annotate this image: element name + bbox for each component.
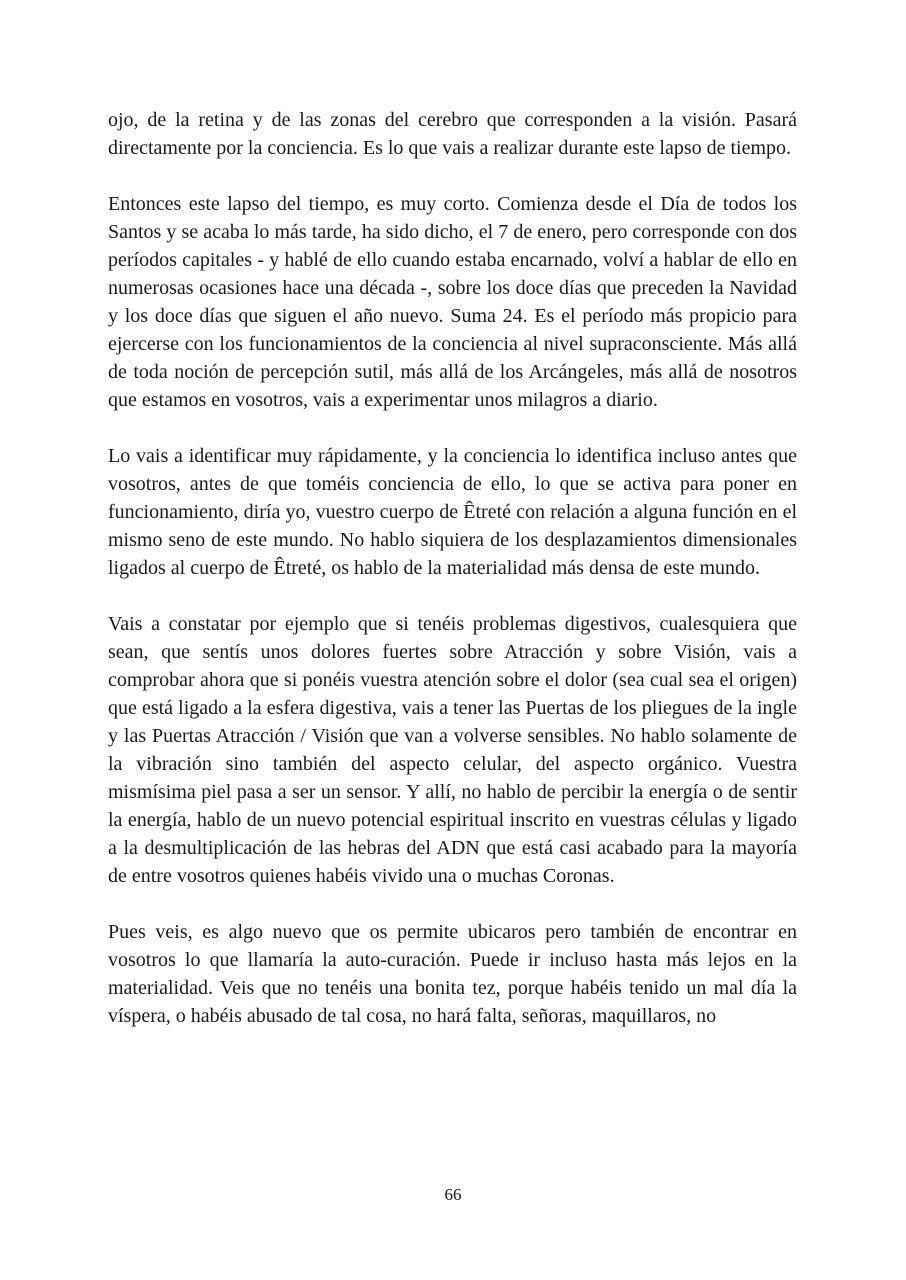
paragraph-4: Vais a constatar por ejemplo que si tenéis problemas digestivos, cualesquiera que sean, que sentís unos dolores fuertes sobre Atracción y sobre Visión, vais a comprobar ahora que si ponéis vuestra atención sobre el dolor (sea cual sea el origen) que está ligado a la esfera digestiva, vais a tener las Puertas de los pliegues de la ingle y las Puertas Atracción / Visión que van a volverse sensibles. No hablo solamente de la vibración sino también del aspecto celular, del aspecto orgánico. Vuestra mismísima piel pasa a ser un sensor. Y allí, no hablo de percibir la energía o de sentir la energía, hablo de un nuevo potencial espiritual inscrito en vuestras células y ligado a la desmultiplicación de las hebras del ADN que está casi acabado para la mayoría de entre vosotros quienes habéis vivido una o muchas Coronas. bbox=[108, 613, 797, 887]
page-body bbox=[108, 106, 797, 1058]
paragraph-2: Entonces este lapso del tiempo, es muy corto. Comienza desde el Día de todos los Santos y se acaba lo más tarde, ha sido dicho, el 7 de enero, pero corresponde con dos períodos capitales - y hablé de ello cuando estaba encarnado, volví a hablar de ello en numerosas ocasiones hace una década -, sobre los doce días que preceden la Navidad y los doce días que siguen el año nuevo. Suma 24. Es el período más propicio para ejercerse con los funcionamientos de la conciencia al nivel supraconsciente. Más allá de toda noción de percepción sutil, más allá de los Arcángeles, más allá de nosotros que estamos en vosotros, vais a experimentar unos milagros a diario. bbox=[108, 193, 797, 411]
paragraph-3: Lo vais a identificar muy rápidamente, y la conciencia lo identifica incluso antes que vosotros, antes de que toméis conciencia de ello, lo que se activa para poner en funcionamiento, diría yo, vuestro cuerpo de Êtreté con relación a alguna función en el mismo seno de este mundo. No hablo siquiera de los desplazamientos dimensionales ligados al cuerpo de Êtreté, os hablo de la materialidad más densa de este mundo. bbox=[108, 445, 797, 579]
paragraph-1: ojo, de la retina y de las zonas del cerebro que corresponden a la visión. Pasará directamente por la conciencia. Es lo que vais a realizar durante este lapso de tiempo. bbox=[108, 109, 797, 159]
page-number: 66 bbox=[444, 1185, 462, 1204]
paragraph-5: Pues veis, es algo nuevo que os permite ubicaros pero también de encontrar en vosotros lo que llamaría la auto-curación. Puede ir incluso hasta más lejos en la materialidad. Veis que no tenéis una bonita tez, porque habéis tenido un mal día la víspera, o habéis abusado de tal cosa, no hará falta, señoras, maquillaros, no bbox=[108, 921, 797, 1027]
